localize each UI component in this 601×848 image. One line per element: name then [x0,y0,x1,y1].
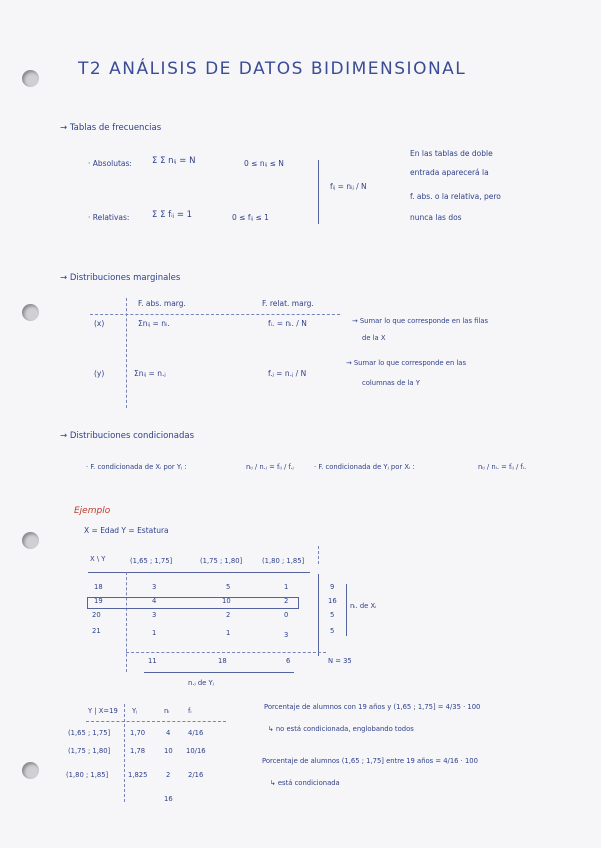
col-header-rel: F. relat. marg. [262,299,314,308]
note-line: entrada aparecerá la [410,168,489,177]
marginal-y-rel: f.ⱼ = n.ⱼ / N [268,369,307,378]
cond-row-y: (1,80 ; 1,85] [66,771,109,779]
binder-hole [22,70,39,87]
conditional-y-label: · F. condicionada de Yⱼ por Xᵢ : [314,463,415,471]
fij-formula: fᵢⱼ = nᵢⱼ / N [330,182,367,191]
cond-row-n: 10 [164,747,173,755]
row-total-label: nᵢ. de Xᵢ [350,602,377,610]
brace [144,672,294,673]
relative-label: · Relativas: [88,213,130,222]
brace [318,160,319,224]
column-total: 11 [148,657,157,665]
cond-row-n: 2 [166,771,171,779]
cond-total: 16 [164,795,173,803]
note-line: nunca las dos [410,213,462,222]
column-header: (1,75 ; 1,80] [200,557,243,565]
highlight-row-19 [87,597,299,609]
cond-table-corner: Y | X=19 [88,707,118,715]
column-header: (1,80 ; 1,85] [262,557,305,565]
cond-row-y: (1,65 ; 1,75] [68,729,111,737]
cond-header: nᵢ [164,707,170,715]
col-header-abs: F. abs. marg. [138,299,186,308]
table-cell: 5 [226,583,231,591]
table-cell: 3 [152,583,157,591]
row-label-x: (x) [94,319,105,328]
section-heading-frequency-tables: → Tablas de frecuencias [60,123,162,133]
table-rule [88,572,310,573]
row-total: 16 [328,597,337,605]
table-divider [90,314,340,315]
column-total: 18 [218,657,227,665]
percentage-note: Porcentaje de alumnos (1,65 ; 1,75] entre 19 años = 4/16 · 100 [262,757,478,765]
relative-range: 0 ≤ fᵢⱼ ≤ 1 [232,213,269,222]
marginal-x-note: → Sumar lo que corresponde en las filas [352,317,489,325]
absolute-label: · Absolutas: [88,159,132,168]
brace [346,584,347,636]
marginal-x-abs: Σnᵢⱼ = nᵢ. [138,319,170,328]
marginal-x-rel: fᵢ. = nᵢ. / N [268,319,307,328]
conditional-x-formula: nᵢⱼ / n.ⱼ = fᵢⱼ / f.ⱼ [246,463,294,471]
column-total-label: n.ⱼ de Yⱼ [188,679,214,687]
example-heading: Ejemplo [74,506,111,516]
table-cell: 2 [284,597,289,605]
column-total: 6 [286,657,291,665]
percentage-note: ↳ está condicionada [270,779,340,787]
cond-row-mark: 1,70 [130,729,146,737]
marginal-y-note: → Sumar lo que corresponde en las [346,359,467,367]
absolute-range: 0 ≤ nᵢⱼ ≤ N [244,159,284,168]
row-x-value: 21 [92,627,101,635]
marginal-x-note: de la X [362,334,386,342]
table-cell: 3 [284,631,289,639]
row-x-value: 19 [94,597,103,605]
binder-hole [22,304,39,321]
binder-hole [22,762,39,779]
table-cell: 3 [152,611,157,619]
absolute-formula: Σ Σ nᵢⱼ = N [152,156,196,166]
cond-row-f: 2/16 [188,771,204,779]
table-rule [86,721,226,722]
row-label-y: (y) [94,369,105,378]
table-divider [126,572,127,672]
page-title: T2 ANÁLISIS DE DATOS BIDIMENSIONAL [78,59,467,79]
grand-total: N = 35 [328,657,352,665]
table-cell: 1 [284,583,289,591]
percentage-note: Porcentaje de alumnos con 19 años y (1,65 ; 1,75] = 4/35 · 100 [264,703,481,711]
table-cell: 4 [152,597,157,605]
percentage-note: ↳ no está condicionada, englobando todos [268,725,414,733]
cond-row-f: 10/16 [186,747,206,755]
example-variables: X = Edad Y = Estatura [84,526,169,535]
cond-row-n: 4 [166,729,171,737]
row-total: 5 [330,611,335,619]
table-rule [126,652,326,653]
row-x-value: 18 [94,583,103,591]
column-header: (1,65 ; 1,75] [130,557,173,565]
cond-row-mark: 1,78 [130,747,146,755]
marginal-y-note: columnas de la Y [362,379,420,387]
table-cell: 1 [152,629,157,637]
conditional-y-formula: nᵢⱼ / nᵢ. = fᵢⱼ / fᵢ. [478,463,527,471]
binder-hole [22,532,39,549]
row-total: 5 [330,627,335,635]
table-cell: 2 [226,611,231,619]
table-cell: 0 [284,611,289,619]
table-cell: 10 [222,597,231,605]
marginal-y-abs: Σnᵢⱼ = n.ⱼ [134,369,166,378]
row-total: 9 [330,583,335,591]
cond-row-f: 4/16 [188,729,204,737]
cond-header: fᵢ [188,707,192,715]
conditional-x-label: · F. condicionada de Xᵢ por Yⱼ : [86,463,187,471]
table-corner: X \ Y [90,555,106,563]
row-x-value: 20 [92,611,101,619]
note-line: En las tablas de doble [410,149,493,158]
cond-row-mark: 1,825 [128,771,148,779]
cond-row-y: (1,75 ; 1,80] [68,747,111,755]
table-divider [124,704,125,802]
table-cell: 1 [226,629,231,637]
table-divider [318,546,319,564]
section-heading-marginal: → Distribuciones marginales [60,273,181,283]
cond-header: Yⱼ [132,707,138,715]
section-heading-conditional: → Distribuciones condicionadas [60,431,194,441]
table-divider [318,574,319,656]
relative-formula: Σ Σ fᵢⱼ = 1 [152,210,193,220]
note-line: f. abs. o la relativa, pero [410,192,501,201]
